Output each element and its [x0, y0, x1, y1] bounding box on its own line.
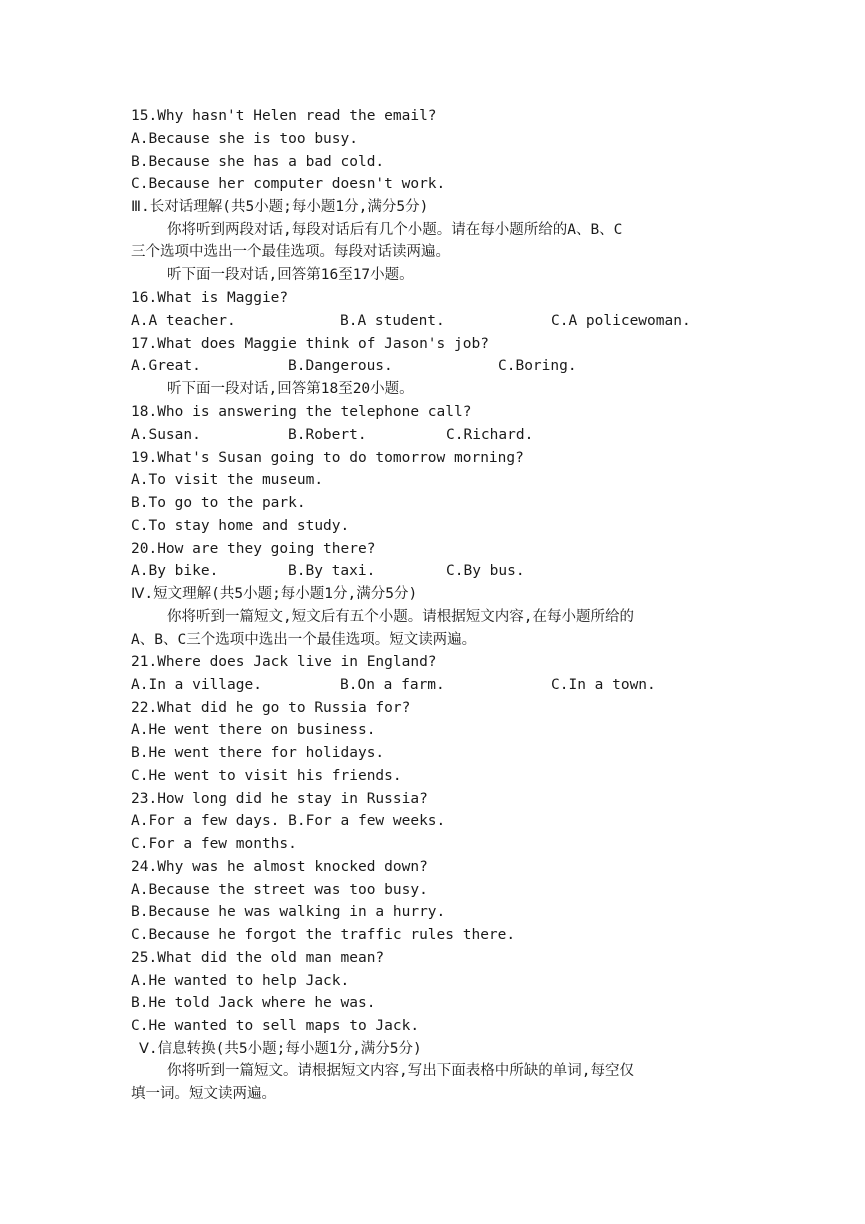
- question-17-option-a: A.Great.: [131, 358, 201, 374]
- question-20-option-c: C.By bus.: [446, 563, 525, 579]
- question-19-option-c: C.To stay home and study.: [131, 518, 350, 534]
- section-4-title: Ⅳ.短文理解(共5小题;每小题1分,满分5分): [131, 586, 418, 602]
- question-21-option-b: B.On a farm.: [340, 677, 445, 693]
- question-21-stem: 21.Where does Jack live in England?: [131, 654, 437, 670]
- section-3-part2-instruction: 听下面一段对话,回答第18至20小题。: [167, 381, 414, 397]
- question-16-option-a: A.A teacher.: [131, 313, 236, 329]
- question-23-options-ab: A.For a few days. B.For a few weeks.: [131, 813, 446, 829]
- question-17-option-b: B.Dangerous.: [288, 358, 393, 374]
- question-20-option-b: B.By taxi.: [288, 563, 376, 579]
- question-22-option-c: C.He went to visit his friends.: [131, 768, 402, 784]
- section-4-instruction-line1: 你将听到一篇短文,短文后有五个小题。请根据短文内容,在每小题所给的: [167, 609, 634, 625]
- question-22-stem: 22.What did he go to Russia for?: [131, 700, 411, 716]
- question-15-option-a: A.Because she is too busy.: [131, 131, 358, 147]
- section-5-title: Ⅴ.信息转换(共5小题;每小题1分,满分5分): [139, 1041, 422, 1057]
- question-16-option-b: B.A student.: [340, 313, 445, 329]
- question-25-option-a: A.He wanted to help Jack.: [131, 973, 350, 989]
- section-4-instruction-line2: A、B、C三个选项中选出一个最佳选项。短文读两遍。: [131, 632, 477, 648]
- question-17-stem: 17.What does Maggie think of Jason's job?: [131, 336, 489, 352]
- question-25-option-c: C.He wanted to sell maps to Jack.: [131, 1018, 420, 1034]
- question-24-option-c: C.Because he forgot the traffic rules there.: [131, 927, 516, 943]
- question-18-stem: 18.Who is answering the telephone call?: [131, 404, 472, 420]
- question-20-option-a: A.By bike.: [131, 563, 219, 579]
- question-24-option-a: A.Because the street was too busy.: [131, 882, 428, 898]
- section-3-instruction-line2: 三个选项中选出一个最佳选项。每段对话读两遍。: [131, 244, 450, 260]
- question-22-option-a: A.He went there on business.: [131, 722, 376, 738]
- question-19-option-a: A.To visit the museum.: [131, 472, 324, 488]
- question-21-option-a: A.In a village.: [131, 677, 262, 693]
- question-21-option-c: C.In a town.: [551, 677, 656, 693]
- question-24-option-b: B.Because he was walking in a hurry.: [131, 904, 446, 920]
- question-15-stem: 15.Why hasn't Helen read the email?: [131, 108, 437, 124]
- question-15-option-b: B.Because she has a bad cold.: [131, 154, 385, 170]
- question-18-option-b: B.Robert.: [288, 427, 367, 443]
- question-19-option-b: B.To go to the park.: [131, 495, 306, 511]
- question-22-option-b: B.He went there for holidays.: [131, 745, 385, 761]
- question-24-stem: 24.Why was he almost knocked down?: [131, 859, 428, 875]
- question-23-option-c: C.For a few months.: [131, 836, 297, 852]
- question-18-option-c: C.Richard.: [446, 427, 534, 443]
- question-16-option-c: C.A policewoman.: [551, 313, 691, 329]
- question-19-stem: 19.What's Susan going to do tomorrow morning?: [131, 450, 524, 466]
- question-25-stem: 25.What did the old man mean?: [131, 950, 385, 966]
- question-25-option-b: B.He told Jack where he was.: [131, 995, 376, 1011]
- section-5-instruction-line2: 填一词。短文读两遍。: [131, 1086, 276, 1102]
- question-15-option-c: C.Because her computer doesn't work.: [131, 176, 446, 192]
- question-23-stem: 23.How long did he stay in Russia?: [131, 791, 428, 807]
- section-3-title: Ⅲ.长对话理解(共5小题;每小题1分,满分5分): [131, 199, 429, 215]
- section-5-instruction-line1: 你将听到一篇短文。请根据短文内容,写出下面表格中所缺的单词,每空仅: [167, 1063, 634, 1079]
- question-18-option-a: A.Susan.: [131, 427, 201, 443]
- question-16-stem: 16.What is Maggie?: [131, 290, 289, 306]
- section-3-instruction-line1: 你将听到两段对话,每段对话后有几个小题。请在每小题所给的A、B、C: [167, 222, 623, 238]
- question-20-stem: 20.How are they going there?: [131, 541, 376, 557]
- question-17-option-c: C.Boring.: [498, 358, 577, 374]
- section-3-part1-instruction: 听下面一段对话,回答第16至17小题。: [167, 267, 414, 283]
